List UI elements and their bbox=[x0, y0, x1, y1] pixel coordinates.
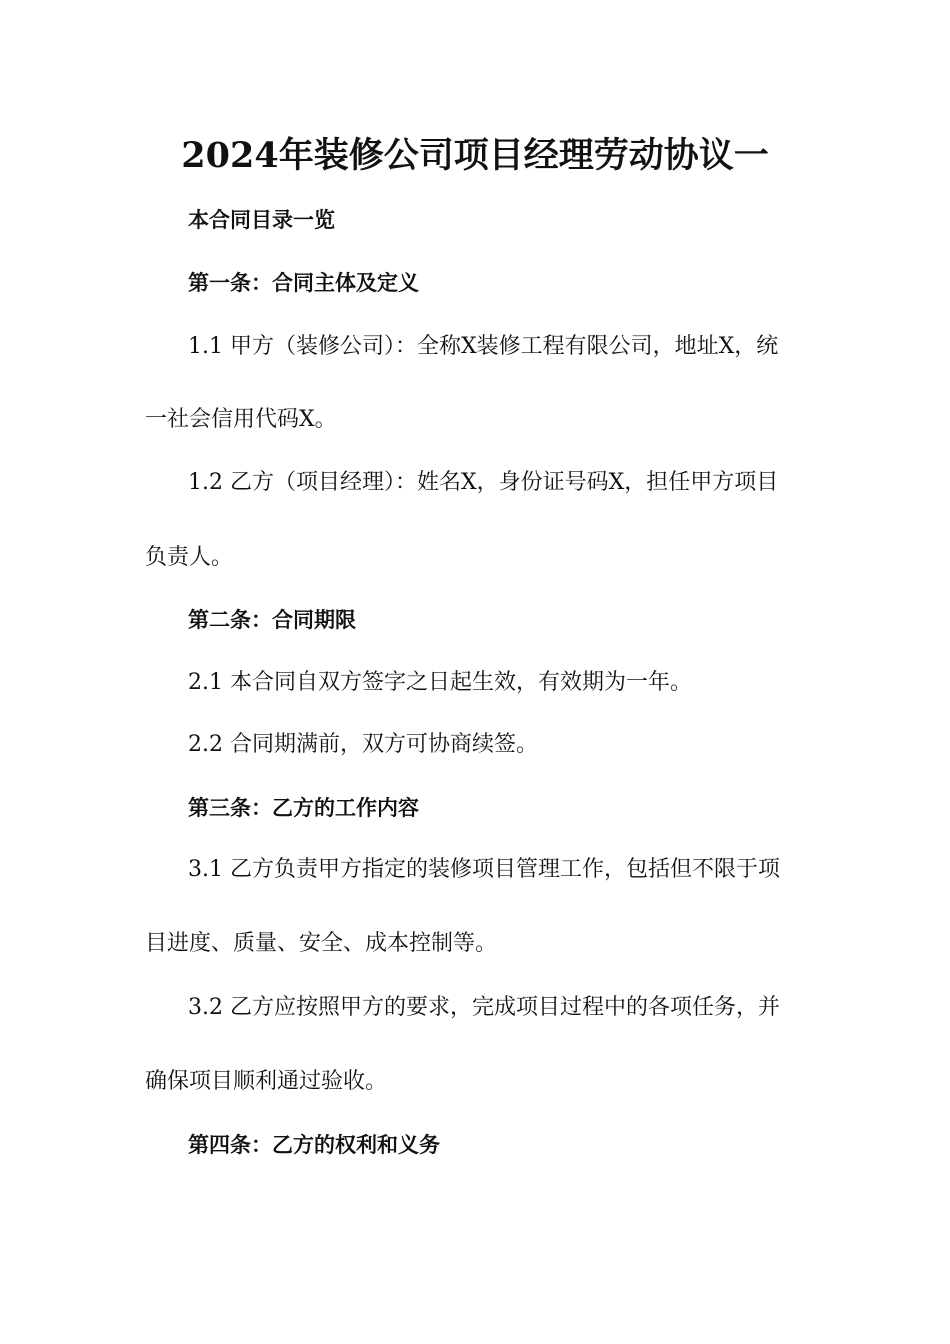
clause-1-2-line-2: 负责人。 bbox=[145, 545, 234, 570]
document-title: 2024年装修公司项目经理劳动协议一 bbox=[181, 135, 769, 176]
clause-2-2: 2.2 合同期满前，双方可协商续签。 bbox=[188, 732, 538, 757]
article-3-heading: 第三条：乙方的工作内容 bbox=[188, 796, 419, 820]
clause-1-2-line-1: 1.2 乙方（项目经理）：姓名X，身份证号码X，担任甲方项目 bbox=[188, 470, 779, 495]
clause-3-2-line-1: 3.2 乙方应按照甲方的要求，完成项目过程中的各项任务，并 bbox=[188, 995, 780, 1020]
clause-1-1-line-1: 1.1 甲方（装修公司）：全称X装修工程有限公司，地址X，统 bbox=[188, 334, 779, 359]
clause-1-1-line-2: 一社会信用代码X。 bbox=[145, 407, 337, 432]
toc-heading: 本合同目录一览 bbox=[188, 208, 335, 232]
clause-3-1-line-2: 目进度、质量、安全、成本控制等。 bbox=[145, 931, 498, 956]
clause-2-1: 2.1 本合同自双方签字之日起生效，有效期为一年。 bbox=[188, 670, 692, 695]
clause-3-1-line-1: 3.1 乙方负责甲方指定的装修项目管理工作，包括但不限于项 bbox=[188, 857, 780, 882]
clause-3-2-line-2: 确保项目顺利通过验收。 bbox=[145, 1069, 388, 1094]
article-1-heading: 第一条：合同主体及定义 bbox=[188, 271, 419, 295]
article-4-heading: 第四条：乙方的权利和义务 bbox=[188, 1133, 440, 1157]
article-2-heading: 第二条：合同期限 bbox=[188, 608, 356, 632]
